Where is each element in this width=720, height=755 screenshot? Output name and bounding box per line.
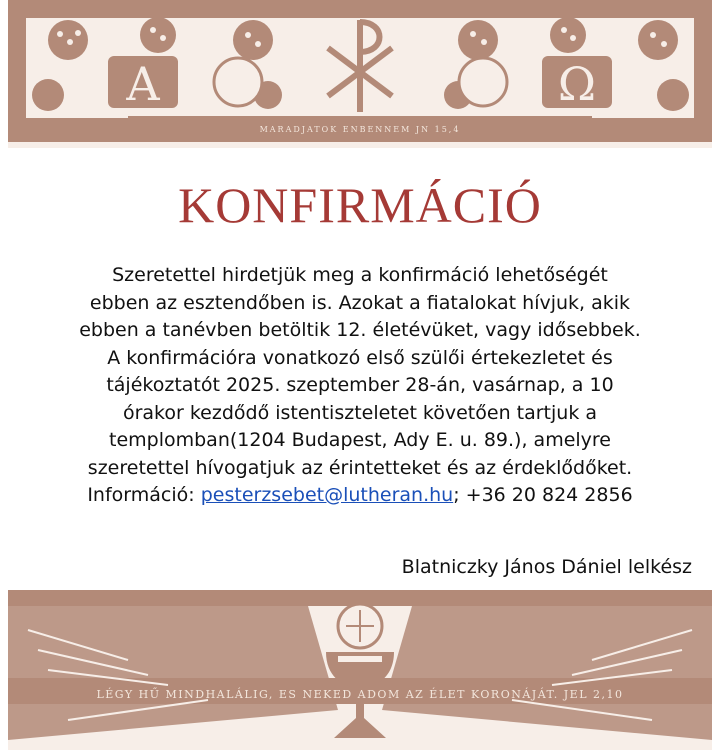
email-link[interactable]: pesterzsebet@lutheran.hu [200,484,454,506]
announcement-line: A konfirmációra vonatkozó első szülői értekezletet és [107,346,613,369]
phone-number: ; +36 20 824 2856 [453,484,633,506]
alpha-icon: A [126,57,160,111]
announcement-line: ebben a tanévben betöltik 12. életévüket, vagy idősebbek. [79,319,641,341]
top-motto: MARADJATOK ENBENNEM JN 15,4 [259,125,461,134]
info-label: Információ: [87,484,201,506]
announcement-line: tájékoztatót 2025. szeptember 28-án, vasárnap, a 10 [106,374,614,396]
announcement-line: Szeretettel hirdetjük meg a konfirmáció lehetőségét [112,264,608,286]
bottom-ornament-banner [8,590,712,750]
announcement-line: szeretettel hívogatjuk az érintetteket és az érdeklődőket. [87,456,633,479]
announcement-line: órakor kezdődő istentiszteletet követően tartjuk a [122,401,598,424]
announcement-line: templomban(1204 Budapest, Ady E. u. 89.), amelyre [109,429,611,451]
chalice-ornament [8,590,712,750]
page-title: KONFIRMÁCIÓ [178,177,542,233]
announcement-line: ebben az esztendőben is. Azokat a fiatalokat hívjuk, akik [89,291,631,314]
bottom-motto: LÉGY HŰ MINDHALÁLIG, ES NEKED ADOM AZ ÉLET KORONÁJÁT. JEL 2,10 [96,688,624,701]
announcement-text [20,262,700,510]
signature: Blatniczky János Dániel lelkész [401,556,692,578]
contact-line [20,482,700,510]
omega-icon: Ω [557,57,597,111]
